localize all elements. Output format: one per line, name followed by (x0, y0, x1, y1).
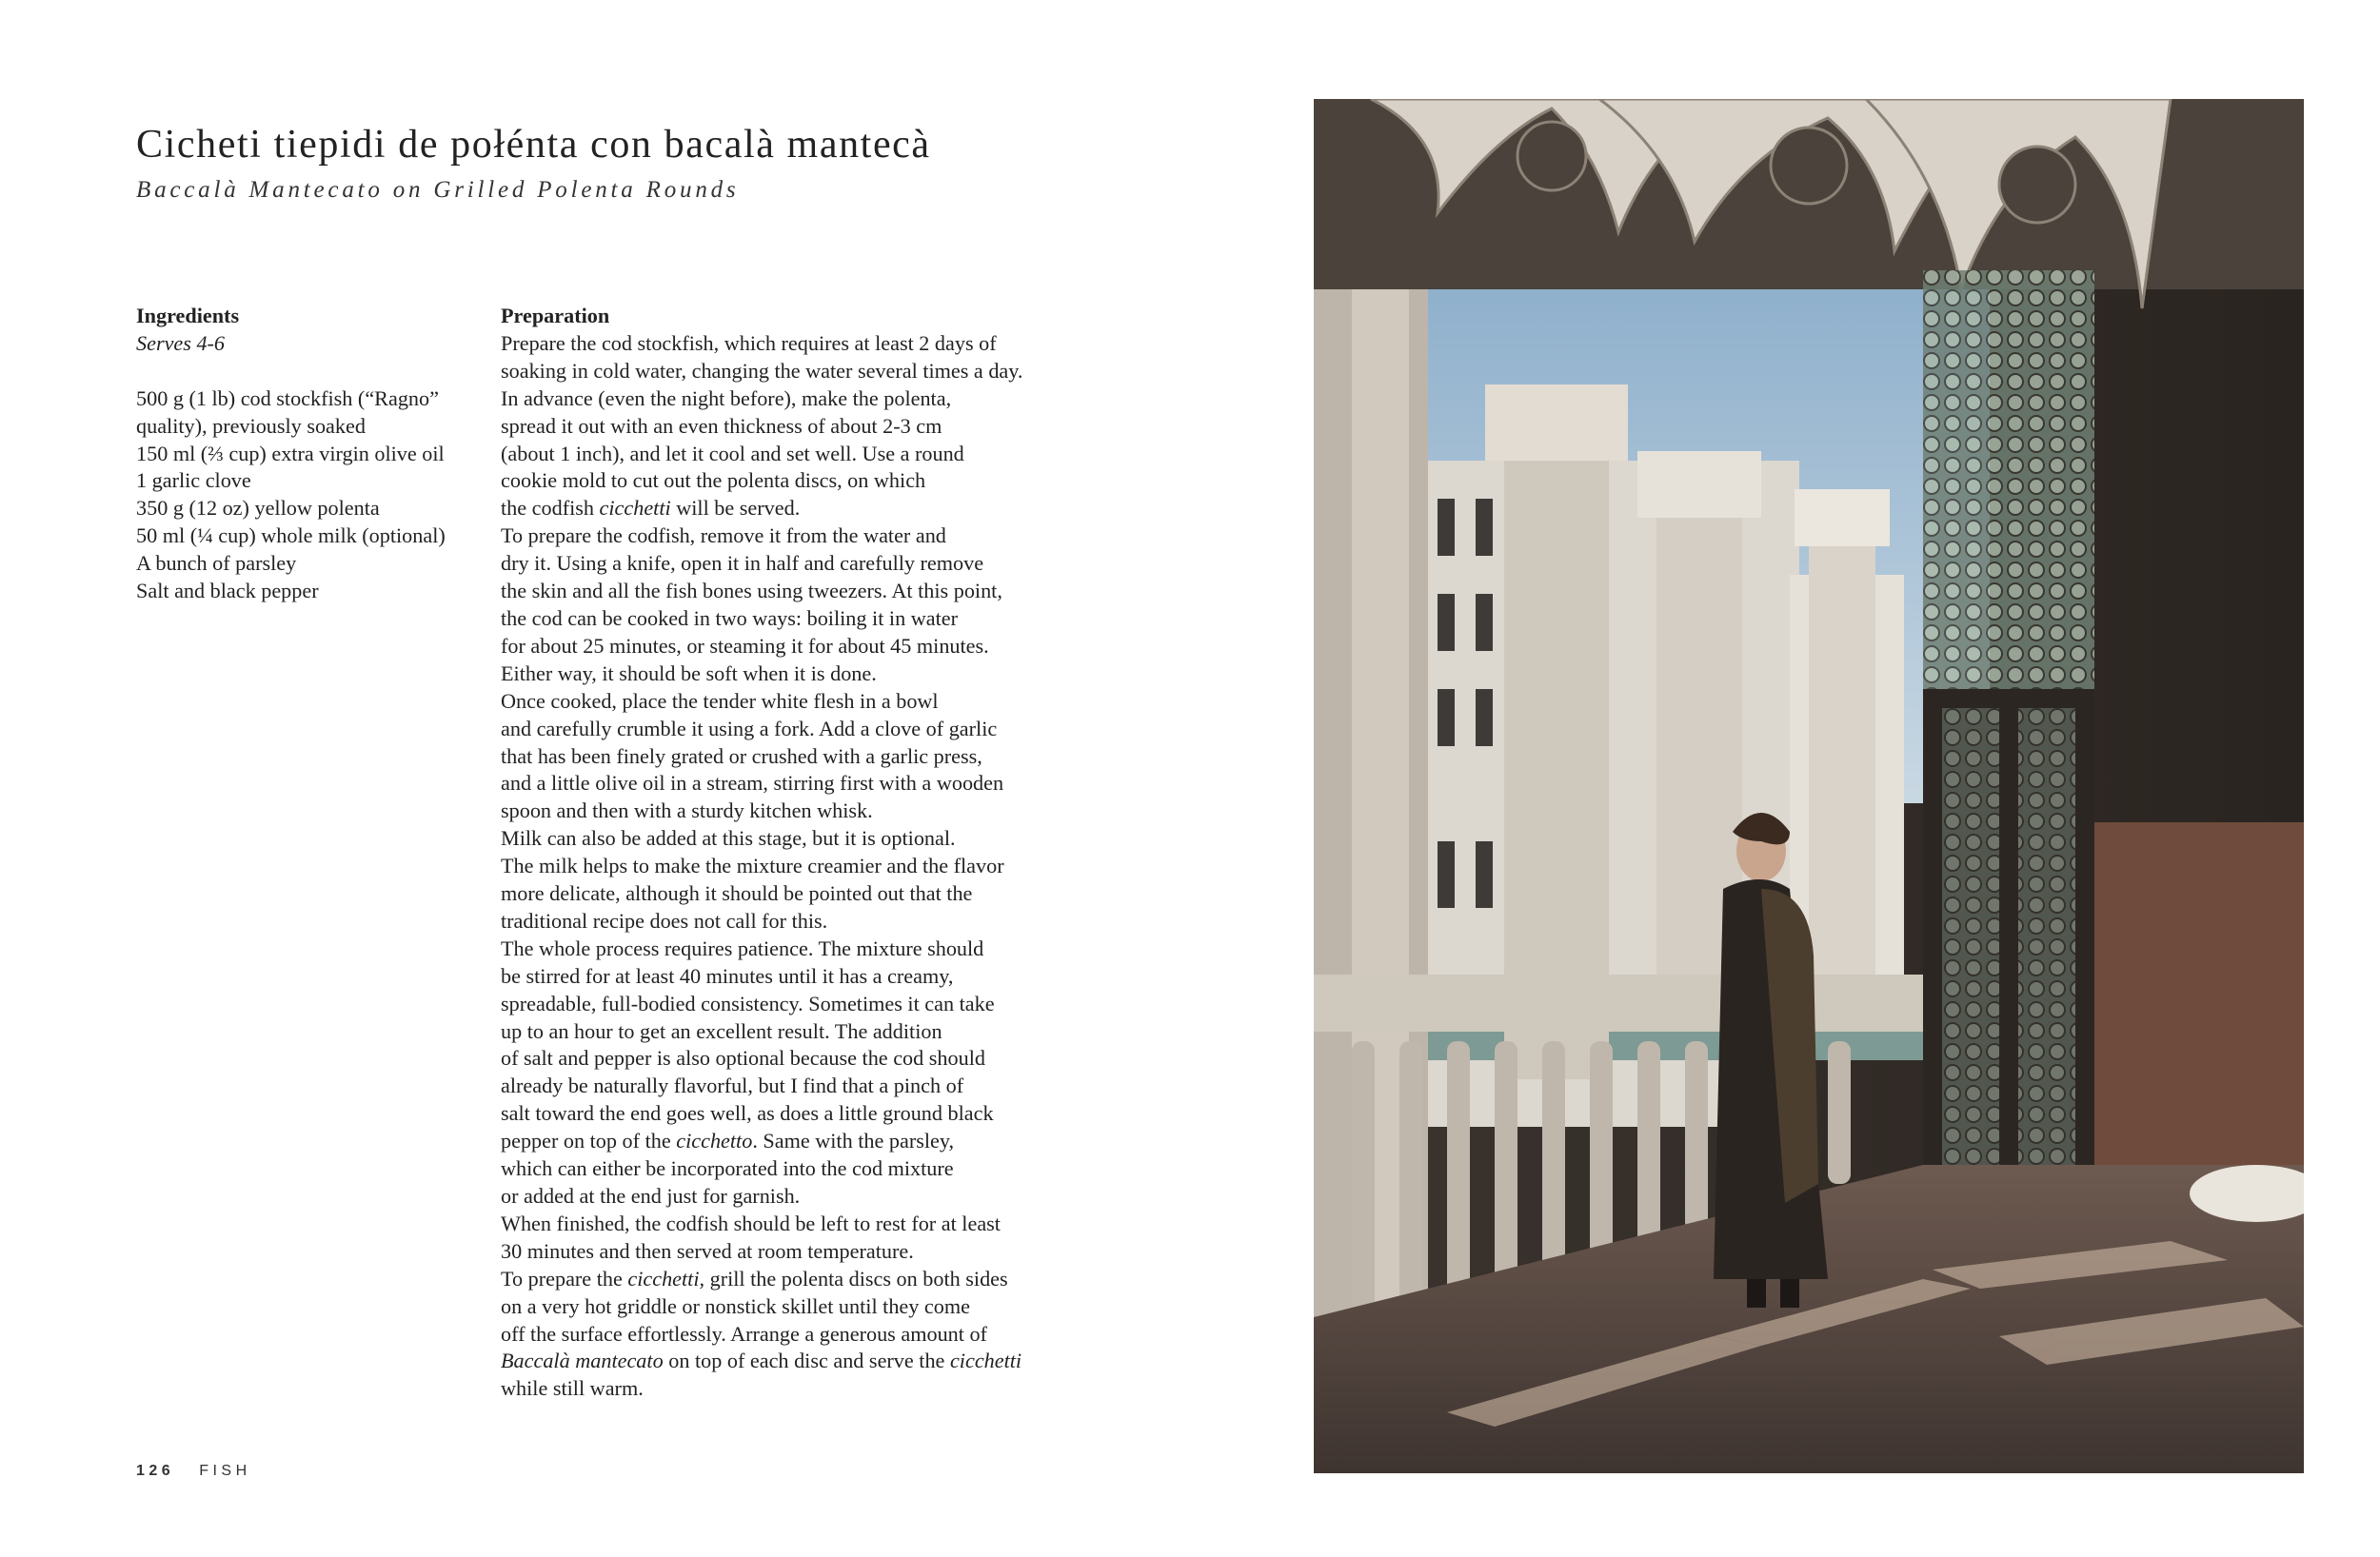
text-run: traditional recipe does not call for this. (501, 908, 828, 933)
text-run: already be naturally flavorful, but I find that a pinch of (501, 1074, 964, 1098)
preparation-line (501, 1128, 1043, 1155)
preparation-line (501, 880, 1043, 908)
text-run: 30 minutes and then served at room temperature. (501, 1238, 914, 1263)
preparation-line (501, 1183, 1043, 1211)
ingredient-line: Salt and black pepper (136, 579, 319, 603)
preparation-line (501, 770, 1043, 798)
ingredient-line: 150 ml (⅔ cup) extra virgin olive oil (136, 441, 445, 465)
preparation-line (501, 1100, 1043, 1128)
text-run: and a little olive oil in a stream, stirring first with a wooden (501, 771, 1004, 796)
text-run: The milk helps to make the mixture creamier and the flavor (501, 854, 1004, 878)
text-run: dry it. Using a knife, open it in half and carefully remove (501, 551, 984, 576)
preparation-text (501, 330, 1043, 1403)
text-run: pepper on top of the (501, 1129, 677, 1153)
text-run: salt toward the end goes well, as does a little ground black (501, 1101, 994, 1126)
text-run: spoon and then with a sturdy kitchen whisk. (501, 798, 873, 823)
spacer (136, 358, 479, 385)
page-folio (136, 1463, 251, 1480)
ingredient-line: quality), previously soaked (136, 413, 366, 438)
italic-run: Baccalà mantecato (501, 1349, 664, 1373)
ingredient-line: 1 garlic clove (136, 468, 251, 493)
page-number: 126 (136, 1463, 175, 1479)
text-run: When finished, the codfish should be left to rest for at least (501, 1211, 1001, 1235)
preparation-line (501, 358, 1043, 385)
text-run: be stirred for at least 40 minutes until it has a creamy, (501, 963, 954, 988)
text-run: while still warm. (501, 1376, 644, 1401)
preparation-column (501, 303, 1043, 1403)
ingredient-line: 500 g (1 lb) cod stockfish (“Ragno” (136, 385, 439, 410)
text-run: on a very hot griddle or nonstick skillet until they come (501, 1293, 970, 1318)
recipe-subtitle: Baccalà Mantecato on Grilled Polenta Rounds (136, 177, 740, 203)
text-run: on top of each disc and serve the (663, 1349, 950, 1373)
preparation-line (501, 330, 1043, 358)
preparation-line (501, 1155, 1043, 1183)
preparation-line (501, 633, 1043, 660)
preparation-line (501, 1321, 1043, 1349)
italic-run: cicchetti (949, 1349, 1022, 1373)
preparation-line (501, 1348, 1043, 1375)
preparation-line (501, 908, 1043, 936)
text-run: the skin and all the fish bones using tweezers. At this point, (501, 579, 1002, 603)
text-run: cookie mold to cut out the polenta discs, on which (501, 468, 926, 493)
preparation-line (501, 1073, 1043, 1100)
preparation-line (501, 1045, 1043, 1073)
preparation-line (501, 1238, 1043, 1266)
text-run: will be served. (670, 496, 801, 521)
preparation-line (501, 825, 1043, 853)
preparation-line (501, 660, 1043, 688)
preparation-line (501, 798, 1043, 825)
preparation-line (501, 688, 1043, 716)
text-run: which can either be incorporated into the cod mixture (501, 1156, 954, 1181)
text-run: that has been finely grated or crushed with a garlic press, (501, 743, 982, 768)
text-run: (about 1 inch), and let it cool and set well. Use a round (501, 441, 964, 465)
text-run: Milk can also be added at this stage, but it is optional. (501, 826, 956, 851)
text-run: spread it out with an even thickness of about 2-3 cm (501, 413, 942, 438)
preparation-line (501, 495, 1043, 522)
italic-run: cicchetti, (627, 1266, 705, 1291)
text-run: grill the polenta discs on both sides (704, 1266, 1008, 1291)
photo-illustration (1314, 99, 2304, 1473)
ingredient-line: 50 ml (¼ cup) whole milk (optional) (136, 523, 446, 548)
preparation-line (501, 853, 1043, 880)
italic-run: cicchetto (676, 1129, 753, 1153)
preparation-line (501, 1375, 1043, 1403)
preparation-line (501, 467, 1043, 495)
preparation-line (501, 522, 1043, 550)
ingredients-column (136, 303, 479, 605)
text-run: off the surface effortlessly. Arrange a generous amount of (501, 1321, 987, 1346)
preparation-line (501, 550, 1043, 578)
text-run: To prepare the codfish, remove it from the water and (501, 523, 946, 548)
section-name: FISH (199, 1463, 251, 1479)
preparation-heading: Preparation (501, 304, 610, 327)
text-run: The whole process requires patience. The mixture should (501, 936, 984, 960)
text-run: the codfish (501, 496, 600, 521)
italic-run: cicchetti (599, 496, 671, 521)
text-run: of salt and pepper is also optional because the cod should (501, 1046, 985, 1071)
preparation-line (501, 743, 1043, 771)
serves-note: Serves 4-6 (136, 330, 226, 355)
text-run: or added at the end just for garnish. (501, 1184, 801, 1208)
preparation-line (501, 1211, 1043, 1238)
text-run: the cod can be cooked in two ways: boiling it in water (501, 605, 958, 630)
text-run: To prepare the (501, 1266, 628, 1291)
preparation-line (501, 991, 1043, 1018)
ingredients-heading: Ingredients (136, 304, 240, 327)
text-run: and carefully crumble it using a fork. Add a clove of garlic (501, 716, 998, 740)
preparation-line (501, 1266, 1043, 1293)
ingredient-line: 350 g (12 oz) yellow polenta (136, 496, 380, 521)
preparation-line (501, 385, 1043, 413)
text-run: spreadable, full-bodied consistency. Sometimes it can take (501, 991, 995, 1015)
recipe-title: Cicheti tiepidi de połénta con bacalà mantecà (136, 123, 931, 167)
preparation-line (501, 605, 1043, 633)
text-run: more delicate, although it should be pointed out that the (501, 881, 973, 906)
text-run: . Same with the parsley, (752, 1129, 955, 1153)
venetian-loggia-photo (1314, 99, 2304, 1473)
text-run: In advance (even the night before), make the polenta, (501, 385, 952, 410)
preparation-line (501, 1018, 1043, 1046)
text-run: Prepare the cod stockfish, which requires at least 2 days of (501, 330, 997, 355)
text-run: soaking in cold water, changing the water several times a day. (501, 358, 1023, 383)
preparation-line (501, 578, 1043, 605)
text-run: for about 25 minutes, or steaming it for about 45 minutes. (501, 633, 989, 658)
preparation-line (501, 441, 1043, 468)
preparation-line (501, 716, 1043, 743)
ingredient-line: A bunch of parsley (136, 551, 297, 576)
preparation-line (501, 1293, 1043, 1321)
text-run: up to an hour to get an excellent result. The addition (501, 1018, 942, 1043)
text-run: Once cooked, place the tender white flesh in a bowl (501, 688, 939, 713)
preparation-line (501, 413, 1043, 441)
preparation-line (501, 936, 1043, 963)
text-run: Either way, it should be soft when it is done. (501, 660, 877, 685)
preparation-line (501, 963, 1043, 991)
